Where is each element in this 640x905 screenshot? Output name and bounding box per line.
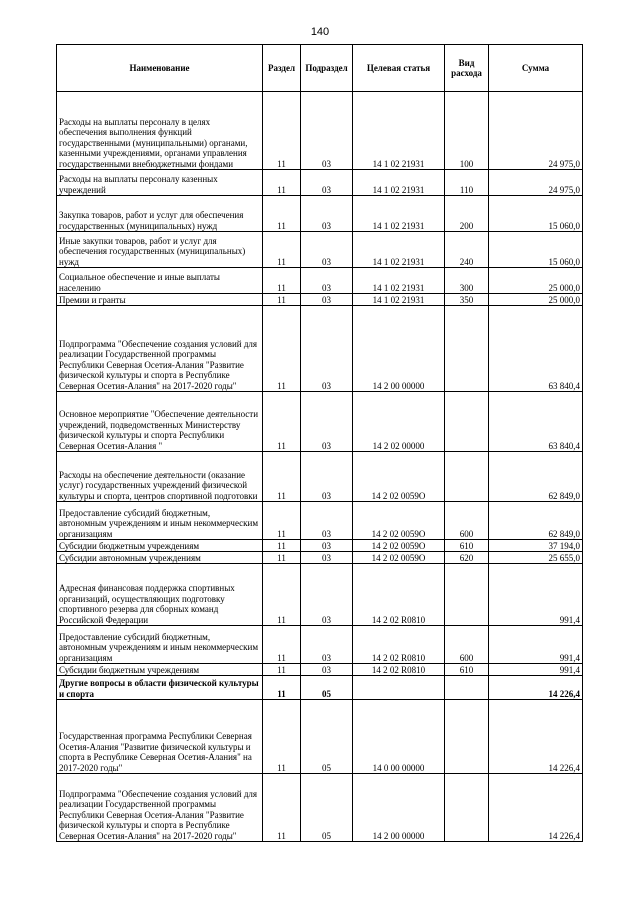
row-subsection: 05 [301, 676, 353, 700]
table-row [57, 294, 583, 306]
row-expense-type [445, 306, 489, 392]
row-name: Закупка товаров, работ и услуг для обеспечения государственных (муниципальных) нужд [57, 196, 263, 232]
row-sum: 24 975,0 [489, 92, 583, 170]
budget-table [56, 44, 583, 842]
row-section: 11 [263, 564, 301, 626]
row-sum: 14 226,4 [489, 700, 583, 774]
row-target: 14 2 02 0059O [353, 502, 445, 540]
header-target: Целевая статья [353, 45, 445, 92]
row-subsection: 03 [301, 540, 353, 552]
row-subsection: 03 [301, 392, 353, 452]
row-subsection: 03 [301, 232, 353, 268]
row-target: 14 2 02 0059O [353, 552, 445, 564]
row-sum: 25 655,0 [489, 552, 583, 564]
row-sum: 991,4 [489, 664, 583, 676]
row-section: 11 [263, 196, 301, 232]
row-subsection: 05 [301, 700, 353, 774]
row-subsection: 03 [301, 552, 353, 564]
row-sum: 15 060,0 [489, 196, 583, 232]
row-section: 11 [263, 540, 301, 552]
row-section: 11 [263, 232, 301, 268]
row-name: Подпрограмма "Обеспечение создания условий для реализации Государственной программы Республики Северная Осетия-Алания "Развитие физической культуры и спорта в Республике Северная Осетия-Алания" на 2017-2020 годы" [57, 306, 263, 392]
row-section: 11 [263, 170, 301, 196]
row-target: 14 2 02 0059O [353, 452, 445, 502]
row-subsection: 03 [301, 564, 353, 626]
row-sum: 25 000,0 [489, 268, 583, 294]
row-section: 11 [263, 774, 301, 842]
header-name: Наименование [57, 45, 263, 92]
row-name: Субсидии автономным учреждениям [57, 552, 263, 564]
row-name: Премии и гранты [57, 294, 263, 306]
table-row [57, 92, 583, 170]
row-sum: 63 840,4 [489, 306, 583, 392]
table-row [57, 268, 583, 294]
row-expense-type [445, 676, 489, 700]
row-name: Другие вопросы в области физической культуры и спорта [57, 676, 263, 700]
table-row [57, 502, 583, 540]
row-sum: 15 060,0 [489, 232, 583, 268]
table-row [57, 664, 583, 676]
table-row [57, 196, 583, 232]
row-expense-type: 610 [445, 540, 489, 552]
row-expense-type [445, 452, 489, 502]
table-row [57, 170, 583, 196]
row-target: 14 1 02 21931 [353, 268, 445, 294]
row-subsection: 03 [301, 92, 353, 170]
row-target: 14 2 00 00000 [353, 306, 445, 392]
row-subsection: 03 [301, 294, 353, 306]
row-sum: 24 975,0 [489, 170, 583, 196]
row-target [353, 676, 445, 700]
row-target: 14 1 02 21931 [353, 294, 445, 306]
row-name: Адресная финансовая поддержка спортивных организаций, осуществляющих подготовку спортивного резерва для сборных команд Российской Федерации [57, 564, 263, 626]
row-name: Расходы на обеспечение деятельности (оказание услуг) государственных учреждений физической культуры и спорта, центров спортивной подготовки [57, 452, 263, 502]
row-name: Субсидии бюджетным учреждениям [57, 540, 263, 552]
row-expense-type: 200 [445, 196, 489, 232]
row-subsection: 03 [301, 170, 353, 196]
row-expense-type: 610 [445, 664, 489, 676]
row-sum: 62 849,0 [489, 502, 583, 540]
row-expense-type: 100 [445, 92, 489, 170]
row-subsection: 03 [301, 306, 353, 392]
table-row [57, 552, 583, 564]
row-subsection: 05 [301, 774, 353, 842]
row-expense-type: 350 [445, 294, 489, 306]
table-header-row [57, 45, 583, 92]
row-sum: 25 000,0 [489, 294, 583, 306]
header-expense-type: Вид расхода [445, 45, 489, 92]
row-target: 14 2 02 R0810 [353, 626, 445, 664]
row-name: Субсидии бюджетным учреждениям [57, 664, 263, 676]
row-name: Основное мероприятие "Обеспечение деятельности учреждений, подведомственных Министерству физической культуры и спорта Республики Северная Осетия-Алания " [57, 392, 263, 452]
row-target: 14 2 00 00000 [353, 774, 445, 842]
row-expense-type [445, 392, 489, 452]
row-section: 11 [263, 392, 301, 452]
table-row [57, 774, 583, 842]
header-section: Раздел [263, 45, 301, 92]
row-section: 11 [263, 626, 301, 664]
row-expense-type: 600 [445, 626, 489, 664]
row-name: Предоставление субсидий бюджетным, автономным учреждениям и иным некоммерческим организациям [57, 626, 263, 664]
row-expense-type: 600 [445, 502, 489, 540]
row-target: 14 2 02 0059O [353, 540, 445, 552]
row-subsection: 03 [301, 196, 353, 232]
row-target: 14 2 02 R0810 [353, 564, 445, 626]
row-target: 14 1 02 21931 [353, 232, 445, 268]
row-sum: 14 226,4 [489, 676, 583, 700]
table-row [57, 306, 583, 392]
row-name: Предоставление субсидий бюджетным, автономным учреждениям и иным некоммерческим организациям [57, 502, 263, 540]
row-target: 14 1 02 21931 [353, 170, 445, 196]
row-expense-type [445, 774, 489, 842]
row-target: 14 1 02 21931 [353, 92, 445, 170]
row-target: 14 2 02 00000 [353, 392, 445, 452]
page-number: 140 [310, 26, 330, 38]
row-section: 11 [263, 294, 301, 306]
row-expense-type [445, 700, 489, 774]
row-section: 11 [263, 306, 301, 392]
row-section: 11 [263, 552, 301, 564]
table-row [57, 232, 583, 268]
row-subsection: 03 [301, 452, 353, 502]
table-row [57, 700, 583, 774]
row-subsection: 03 [301, 626, 353, 664]
row-section: 11 [263, 700, 301, 774]
row-section: 11 [263, 664, 301, 676]
row-sum: 991,4 [489, 564, 583, 626]
row-target: 14 0 00 00000 [353, 700, 445, 774]
row-section: 11 [263, 502, 301, 540]
row-name: Иные закупки товаров, работ и услуг для обеспечения государственных (муниципальных) нужд [57, 232, 263, 268]
row-expense-type: 110 [445, 170, 489, 196]
header-sum: Сумма [489, 45, 583, 92]
row-name: Государственная программа Республики Северная Осетия-Алания "Развитие физической культуры и спорта в Республике Северная Осетия-Алания" на 2017-2020 годы" [57, 700, 263, 774]
row-target: 14 2 02 R0810 [353, 664, 445, 676]
row-name: Социальное обеспечение и иные выплаты населению [57, 268, 263, 294]
row-section: 11 [263, 676, 301, 700]
table-row [57, 392, 583, 452]
table-body [57, 92, 583, 842]
row-section: 11 [263, 268, 301, 294]
table-row [57, 676, 583, 700]
row-section: 11 [263, 92, 301, 170]
row-subsection: 03 [301, 664, 353, 676]
row-sum: 991,4 [489, 626, 583, 664]
row-section: 11 [263, 452, 301, 502]
row-name: Расходы на выплаты персоналу казенных учреждений [57, 170, 263, 196]
table-row [57, 626, 583, 664]
row-name: Подпрограмма "Обеспечение создания условий для реализации Государственной программы Республики Северная Осетия-Алания "Развитие физической культуры и спорта в Республике Северная Осетия-Алания" на 2017-2020 годы" [57, 774, 263, 842]
row-expense-type: 300 [445, 268, 489, 294]
row-expense-type: 240 [445, 232, 489, 268]
header-subsection: Подраздел [301, 45, 353, 92]
row-expense-type [445, 564, 489, 626]
row-expense-type: 620 [445, 552, 489, 564]
table-row [57, 564, 583, 626]
row-sum: 63 840,4 [489, 392, 583, 452]
row-subsection: 03 [301, 502, 353, 540]
table-row [57, 452, 583, 502]
row-sum: 14 226,4 [489, 774, 583, 842]
row-subsection: 03 [301, 268, 353, 294]
row-name: Расходы на выплаты персоналу в целях обеспечения выполнения функций государственными (муниципальными) органами, казенными учреждениями, органами управления государственными внебюджетными фондами [57, 92, 263, 170]
row-sum: 62 849,0 [489, 452, 583, 502]
row-sum: 37 194,0 [489, 540, 583, 552]
row-target: 14 1 02 21931 [353, 196, 445, 232]
table-row [57, 540, 583, 552]
